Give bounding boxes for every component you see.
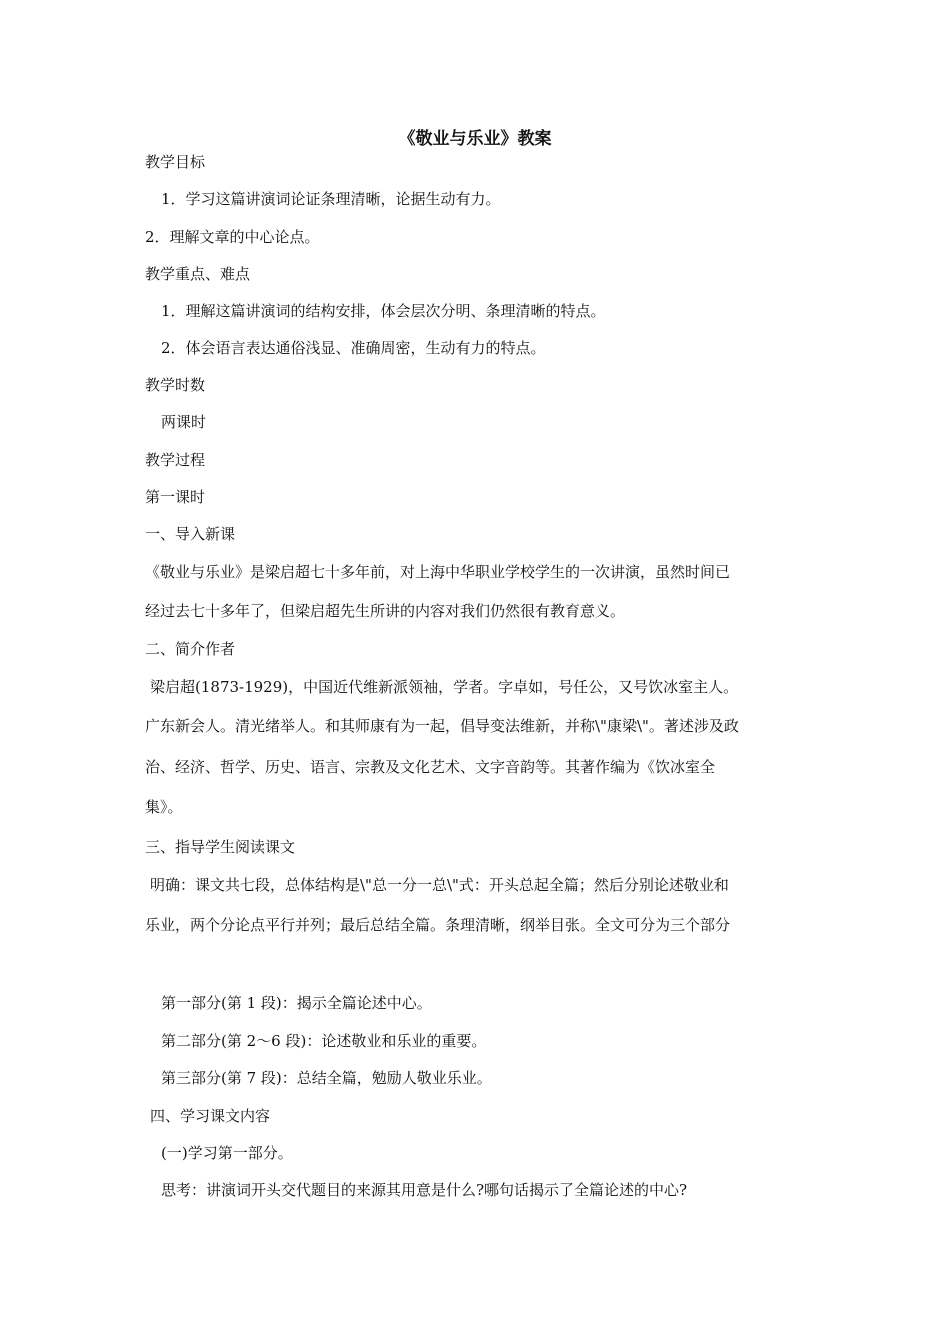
section-author-heading: 二、简介作者	[145, 640, 236, 658]
part-three-line: 第三部分(第 7 段)：总结全篇，勉励人敬业乐业。	[161, 1069, 492, 1087]
reading-paragraph-line-2: 乐业，两个分论点平行并列；最后总结全篇。条理清晰，纲举目张。全文可分为三个部分	[145, 916, 731, 934]
part-one-line: 第一部分(第 1 段)：揭示全篇论述中心。	[161, 994, 432, 1012]
heading-key-points: 教学重点、难点	[145, 265, 251, 283]
thinking-question-line: 思考：讲演词开头交代题目的来源其用意是什么?哪句话揭示了全篇论述的中心?	[161, 1181, 688, 1199]
reading-paragraph-line-1: 明确：课文共七段，总体结构是\"总一分一总\"式：开头总起全篇；然后分别论述敬业和	[150, 876, 729, 894]
goal-item-1: 1．学习这篇讲演词论证条理清晰，论据生动有力。	[161, 190, 501, 208]
heading-teaching-process: 教学过程	[145, 451, 206, 469]
author-paragraph-line-4: 集》。	[145, 798, 183, 816]
heading-teaching-goals: 教学目标	[145, 153, 206, 171]
section-intro-heading: 一、导入新课	[145, 525, 236, 543]
heading-first-lesson: 第一课时	[145, 488, 206, 506]
section-study-heading: 四、学习课文内容	[150, 1107, 271, 1125]
author-paragraph-line-3: 治、经济、哲学、历史、语言、宗教及文化艺术、文字音韵等。其著作编为《饮冰室全	[145, 758, 716, 776]
author-paragraph-line-1: 梁启超(1873-1929)，中国近代维新派领袖，学者。字卓如，号任公，又号饮冰室主人。	[150, 678, 739, 696]
class-hours-value: 两课时	[161, 413, 207, 431]
section-reading-heading: 三、指导学生阅读课文	[145, 838, 296, 856]
key-point-2: 2．体会语言表达通俗浅显、准确周密，生动有力的特点。	[161, 339, 546, 357]
key-point-1: 1．理解这篇讲演词的结构安排，体会层次分明、条理清晰的特点。	[161, 302, 606, 320]
intro-paragraph-line-2: 经过去七十多年了，但梁启超先生所讲的内容对我们仍然很有教育意义。	[145, 602, 626, 620]
intro-paragraph-line-1: 《敬业与乐业》是梁启超七十多年前，对上海中华职业学校学生的一次讲演，虽然时间已	[145, 563, 731, 581]
study-part-one-line: (一)学习第一部分。	[161, 1144, 293, 1162]
author-paragraph-line-2: 广东新会人。清光绪举人。和其师康有为一起，倡导变法维新，并称\"康梁\"。著述涉及政	[145, 717, 739, 735]
goal-item-2: 2．理解文章的中心论点。	[145, 228, 320, 246]
part-two-line: 第二部分(第 2～6 段)：论述敬业和乐业的重要。	[161, 1032, 487, 1050]
document-title: 《敬业与乐业》教案	[398, 129, 552, 149]
heading-class-hours: 教学时数	[145, 376, 206, 394]
